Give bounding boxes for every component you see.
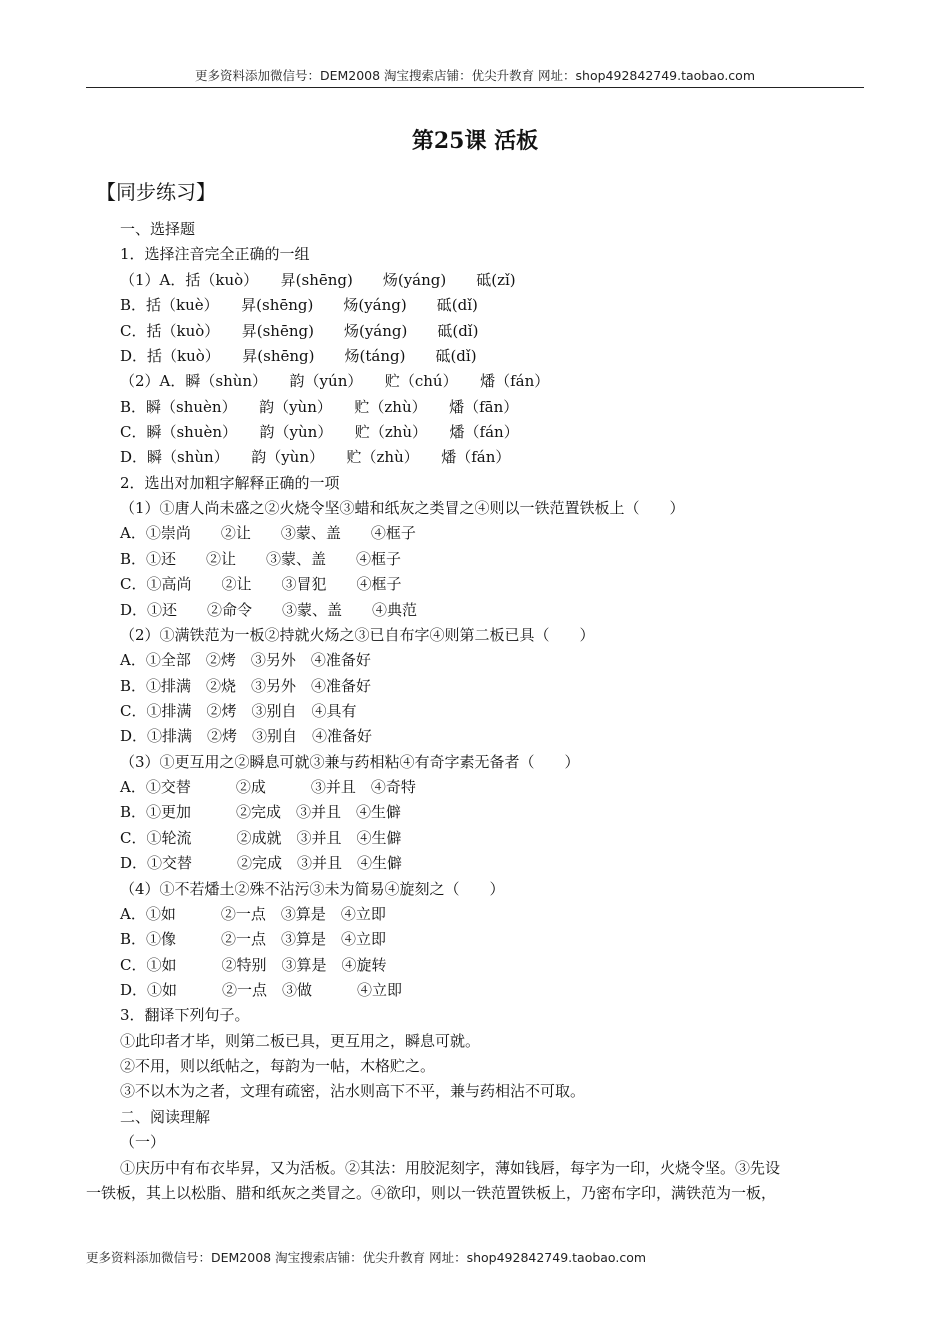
option-line: （2）①满铁范为一板②持就火炀之③已自布字④则第二板已具（ ） xyxy=(120,626,595,644)
option-line: C．瞬（shuèn） 韵（yùn） 贮（zhù） 燔（fán） xyxy=(120,423,519,441)
option-line: A．①全部 ②烤 ③另外 ④准备好 xyxy=(120,651,371,669)
passage-line: ①庆历中有布衣毕昇，又为活板。②其法：用胶泥刻字，薄如钱唇，每字为一印，火烧令坚。③先设 xyxy=(120,1159,781,1177)
option-line: （2）A．瞬（shùn） 韵（yún） 贮（chú） 燔（fán） xyxy=(120,372,550,390)
part-heading: 一、选择题 xyxy=(120,220,196,238)
translation-line: ③不以木为之者，文理有疏密，沾水则高下不平，兼与药相沾不可取。 xyxy=(120,1082,586,1100)
page-footer: 更多资料添加微信号：DEM2008 淘宝搜索店铺：优尖升教育 网址：shop492842749.taobao.com xyxy=(86,1250,647,1265)
passage-label: （一） xyxy=(120,1133,166,1151)
lesson-title: 第25课 活板 xyxy=(411,128,539,154)
option-line: C．①排满 ②烤 ③别自 ④具有 xyxy=(120,702,357,720)
option-line: B．①排满 ②烧 ③另外 ④准备好 xyxy=(120,677,372,695)
translation-line: ①此印者才毕，则第二板已具，更互用之，瞬息可就。 xyxy=(120,1032,481,1050)
option-line: D．瞬（shùn） 韵（yùn） 贮（zhù） 燔（fán） xyxy=(120,448,511,466)
part-heading: 二、阅读理解 xyxy=(120,1108,211,1126)
option-line: A．①交替 ②成 ③并且 ④奇特 xyxy=(120,778,416,796)
option-line: D．①排满 ②烤 ③别自 ④准备好 xyxy=(120,727,373,745)
question-line: 2．选出对加粗字解释正确的一项 xyxy=(120,474,340,492)
option-line: D．括（kuò） 昇(shēng) 炀(táng) 砥(dǐ) xyxy=(120,347,477,365)
translation-line: ②不用，则以纸帖之，每韵为一帖，木格贮之。 xyxy=(120,1057,436,1075)
question-line: 1．选择注音完全正确的一组 xyxy=(120,245,310,263)
passage-line: 一铁板，其上以松脂、腊和纸灰之类冒之。④欲印，则以一铁范置铁板上，乃密布字印，满铁范为一板， xyxy=(86,1184,777,1202)
option-line: B．①更加 ②完成 ③并且 ④生僻 xyxy=(120,803,402,821)
section-heading: 【同步练习】 xyxy=(96,180,216,204)
option-line: B．括（kuè） 昇(shēng) 炀(yáng) 砥(dǐ) xyxy=(120,296,478,314)
option-line: B．①还 ②让 ③蒙、盖 ④框子 xyxy=(120,550,402,568)
option-line: C．①如 ②特别 ③算是 ④旋转 xyxy=(120,956,387,974)
page-header: 更多资料添加微信号：DEM2008 淘宝搜索店铺：优尖升教育 网址：shop492842749.taobao.com xyxy=(194,68,756,83)
option-line: C．括（kuò） 昇(shēng) 炀(yáng) 砥(dǐ) xyxy=(120,322,479,340)
option-line: （4）①不若燔土②殊不沾污③未为简易④旋刻之（ ） xyxy=(120,880,505,898)
question-line: 3．翻译下列句子。 xyxy=(120,1006,250,1024)
option-line: D．①如 ②一点 ③做 ④立即 xyxy=(120,981,403,999)
option-line: （1）①唐人尚未盛之②火烧令坚③蜡和纸灰之类冒之④则以一铁范置铁板上（ ） xyxy=(120,499,685,517)
option-line: （3）①更互用之②瞬息可就③兼与药相粘④有奇字素无备者（ ） xyxy=(120,753,580,771)
header-divider xyxy=(86,87,864,88)
option-line: A．①崇尚 ②让 ③蒙、盖 ④框子 xyxy=(120,524,416,542)
option-line: A．①如 ②一点 ③算是 ④立即 xyxy=(120,905,386,923)
option-line: C．①轮流 ②成就 ③并且 ④生僻 xyxy=(120,829,402,847)
option-line: B．瞬（shuèn） 韵（yùn） 贮（zhù） 燔（fān） xyxy=(120,398,519,416)
option-line: D．①交替 ②完成 ③并且 ④生僻 xyxy=(120,854,403,872)
option-line: D．①还 ②命令 ③蒙、盖 ④典范 xyxy=(120,601,418,619)
option-line: （1）A．括（kuò） 昇(shēng) 炀(yáng) 砥(zǐ) xyxy=(120,271,516,289)
option-line: B．①像 ②一点 ③算是 ④立即 xyxy=(120,930,387,948)
option-line: C．①高尚 ②让 ③冒犯 ④框子 xyxy=(120,575,402,593)
